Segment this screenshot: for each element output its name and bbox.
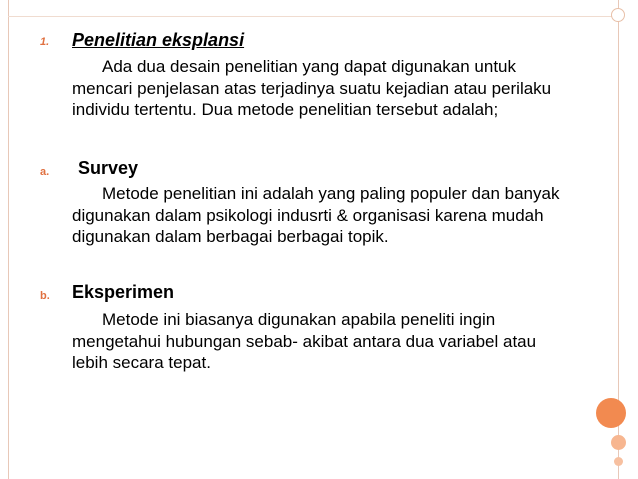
paragraph-eksplansi: Ada dua desain penelitian yang dapat digunakan untuk mencari penjelasan atas terjadinya suatu kejadian atau perilaku individu tertentu. Dua metode penelitian tersebut adalah; xyxy=(72,57,552,119)
heading-eksperimen: Eksperimen xyxy=(72,282,175,302)
paragraph-eksperimen: Metode ini biasanya digunakan apabila peneliti ingin mengetahui hubungan sebab- akibat antara dua variabel atau lebih secara tepat. xyxy=(72,310,537,372)
heading-penelitian-eksplansi: Penelitian eksplansi xyxy=(72,30,245,50)
heading-survey: Survey xyxy=(78,158,139,178)
frame-left-line xyxy=(8,0,9,479)
decorative-circle-small xyxy=(614,457,623,466)
decorative-circle-large xyxy=(596,398,626,428)
paragraph-survey: Metode penelitian ini adalah yang paling populer dan banyak digunakan dalam psikologi indusrti & organisasi karena mudah digunakan dalam berbagai berbagai topik. xyxy=(72,184,560,246)
list-marker-1: 1. xyxy=(40,36,50,48)
list-marker-a: a. xyxy=(40,166,50,178)
frame-top-line xyxy=(8,16,618,17)
list-marker-b: b. xyxy=(40,290,50,302)
decorative-circle-medium xyxy=(611,435,626,450)
decorative-circle-top xyxy=(611,8,625,22)
